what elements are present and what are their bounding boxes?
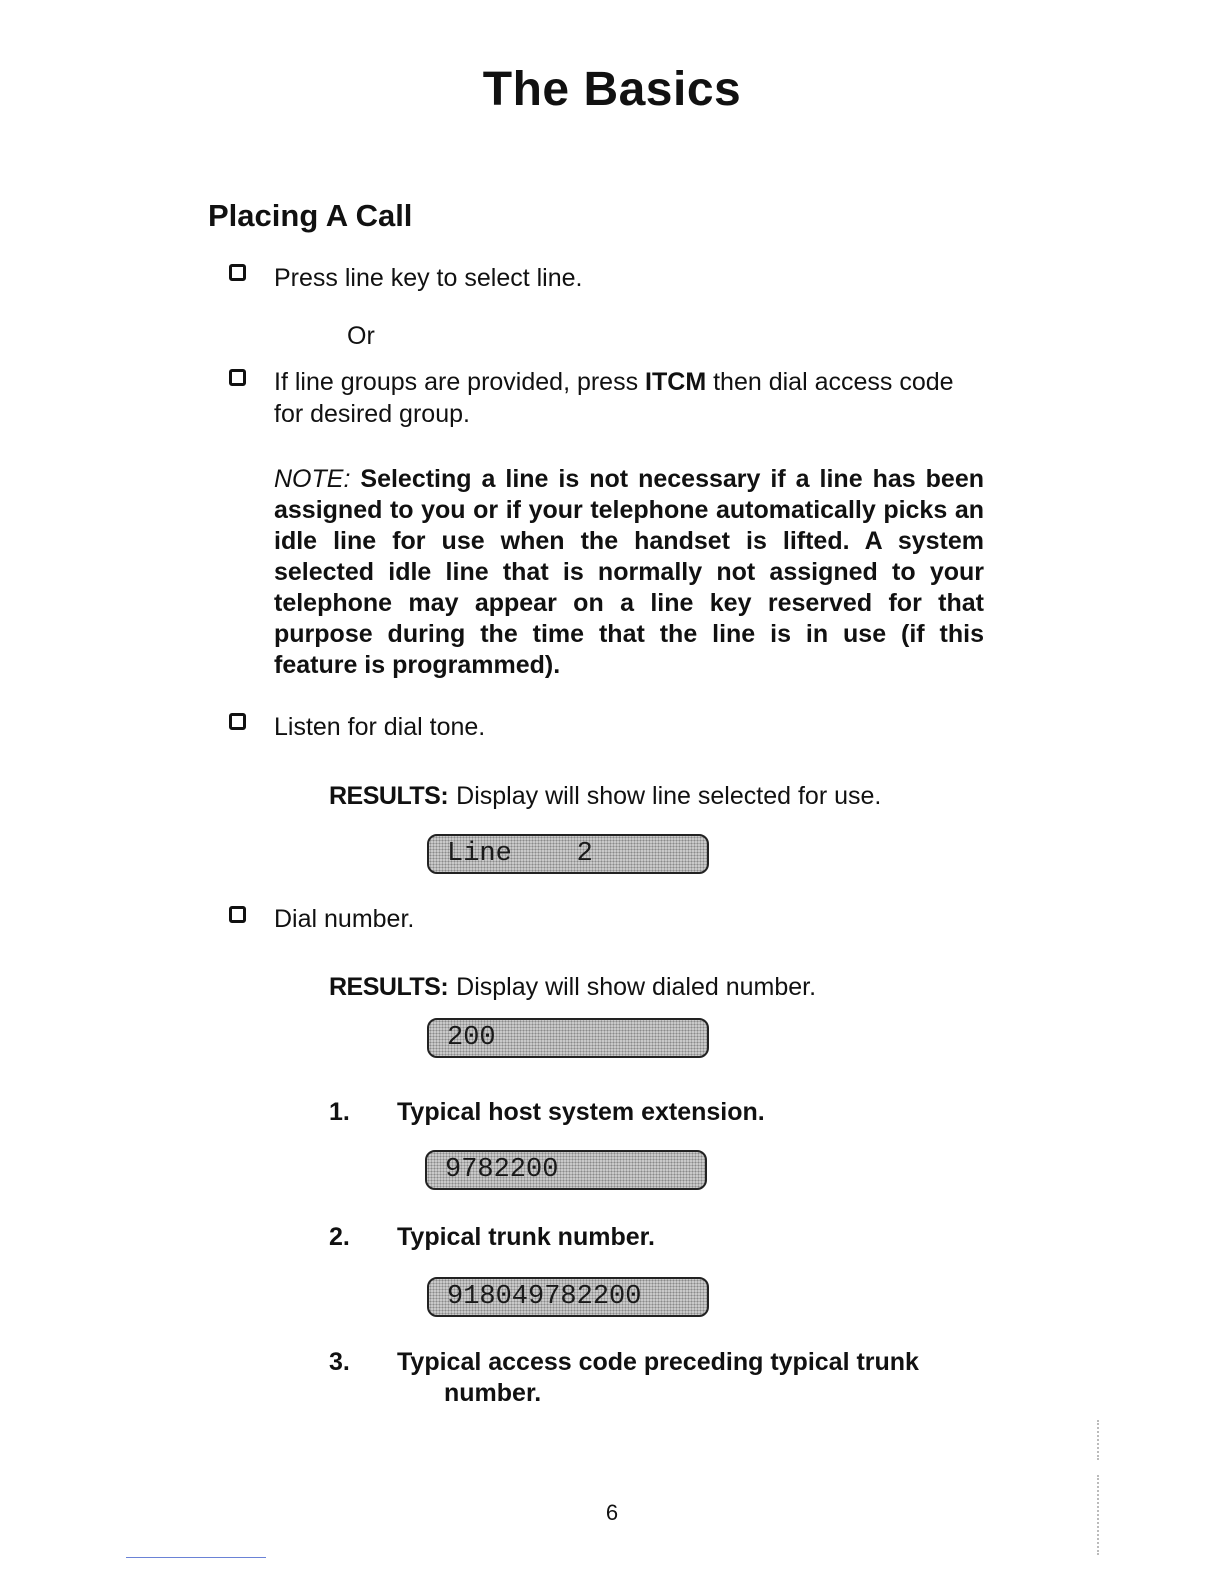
item-3-text: Typical access code preceding typical trunk <box>397 1348 919 1376</box>
step-4-text: Dial number. <box>274 905 415 933</box>
results-1-label: RESULTS: <box>329 782 449 810</box>
display-host-extension: 9782200 <box>425 1150 707 1190</box>
step-3-text: Listen for dial tone. <box>274 713 486 741</box>
results-2 <box>329 971 816 1003</box>
note-text: Selecting a line is not necessary if a line has been assigned to you or if your telephone automatically picks an idle line for use when the handset is lifted. A system selected idle line that is normally not assigned to your telephone may appear on a line key reserved for that purpose during the time that the line is in use (if this feature is programmed). <box>274 465 984 679</box>
item-3-number: 3. <box>329 1348 350 1376</box>
step-1-checkbox[interactable] <box>229 264 246 281</box>
item-1-number: 1. <box>329 1098 350 1126</box>
step-4-checkbox[interactable] <box>229 906 246 923</box>
item-2-number: 2. <box>329 1223 350 1251</box>
results-1-text: Display will show line selected for use. <box>456 782 882 810</box>
scan-edge-line <box>126 1557 266 1558</box>
display-trunk-number: 918049782200 <box>427 1277 709 1317</box>
item-1-text: Typical host system extension. <box>397 1098 765 1126</box>
page-title: The Basics <box>482 63 742 116</box>
section-title: Placing A Call <box>208 198 413 233</box>
page-number: 6 <box>605 1500 619 1525</box>
scan-dots-upper <box>1097 1420 1101 1460</box>
scan-dots-lower <box>1097 1475 1101 1555</box>
display-dialed-number: 200 <box>427 1018 709 1058</box>
step-2-text-pre: If line groups are provided, press <box>274 368 646 396</box>
step-2-text-post: then dial access code for desired group. <box>274 368 954 428</box>
step-2-text <box>274 366 984 430</box>
display-line-selected: Line 2 <box>427 834 709 874</box>
note-label: NOTE: <box>274 465 351 493</box>
itcm-key-label: ITCM <box>645 368 707 396</box>
results-1 <box>329 780 881 812</box>
note-block <box>274 464 984 681</box>
item-2-text: Typical trunk number. <box>397 1223 655 1251</box>
step-3-checkbox[interactable] <box>229 713 246 730</box>
results-2-text: Display will show dialed number. <box>456 973 817 1001</box>
item-3-text-continued: number. <box>444 1379 542 1407</box>
results-2-label: RESULTS: <box>329 973 449 1001</box>
step-2-checkbox[interactable] <box>229 369 246 386</box>
or-text: Or <box>347 322 375 350</box>
step-1-text: Press line key to select line. <box>274 264 583 292</box>
